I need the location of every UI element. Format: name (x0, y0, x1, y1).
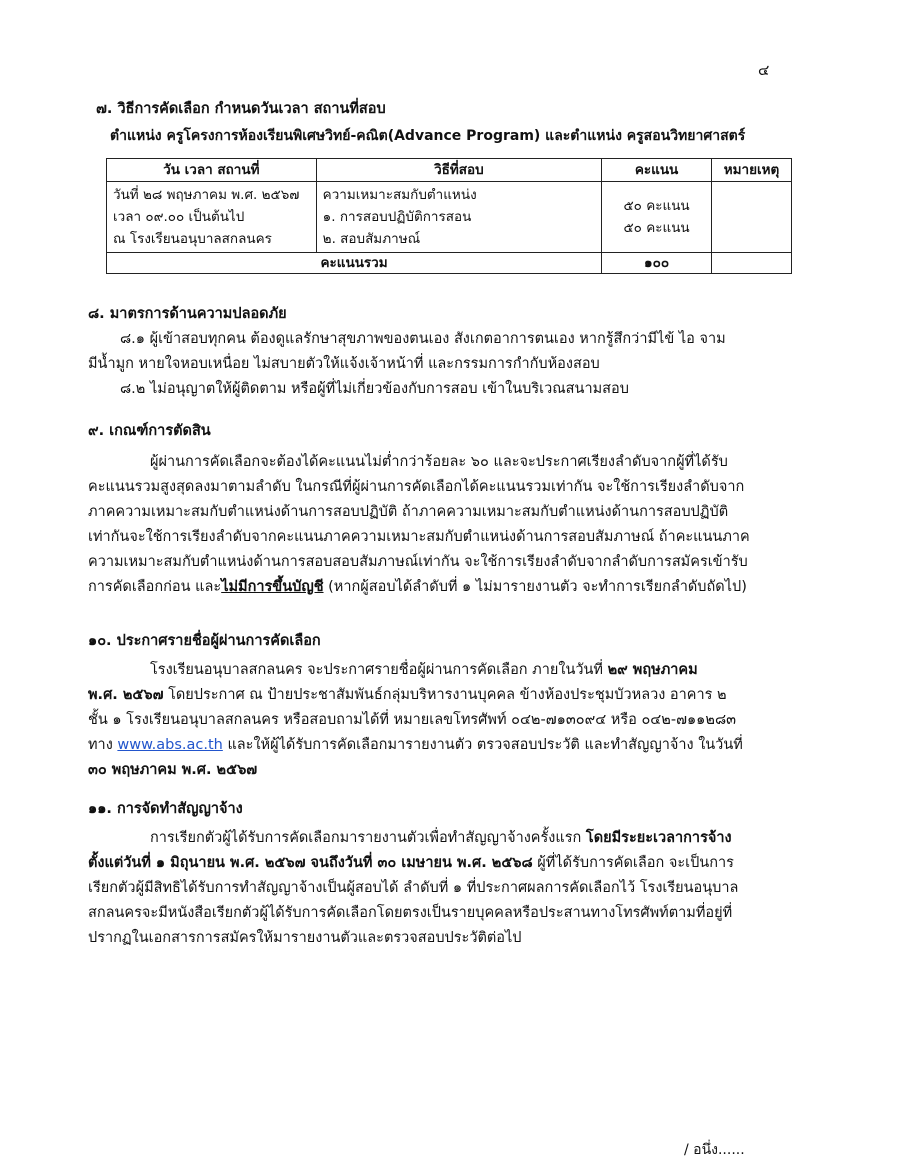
section-10-line4-post: และให้ผู้ได้รับการคัดเลือกมารายงานตัว ตรวจสอบประวัติ และทำสัญญาจ้าง ในวันที่ (222, 737, 743, 753)
contract-date: ๓๐ พฤษภาคม พ.ศ. ๒๕๖๗ (88, 762, 258, 778)
section-9-heading: ๙. เกณฑ์การตัดสิน (88, 423, 211, 439)
section-9-last-pre: การคัดเลือกก่อน และ (88, 579, 222, 595)
section-10-line4 (88, 733, 800, 758)
header-exam-method: วิธีที่สอบ (316, 159, 601, 182)
header-remarks: หมายเหตุ (712, 159, 792, 182)
section-10-line4-pre: ทาง (88, 737, 118, 753)
section-10-line3: ชั้น ๑ โรงเรียนอนุบาลสกลนคร หรือสอบถามได้ที่ หมายเลขโทรศัพท์ ๐๔๒-๗๑๓๐๙๔ หรือ ๐๔๒-๗๑๑๒๘๓ (88, 712, 737, 728)
section-8-heading: ๘. มาตรการด้านความปลอดภัย (88, 306, 287, 322)
method-interview: ๒. สอบสัมภาษณ์ (322, 231, 421, 247)
section-10-line1-text: โรงเรียนอนุบาลสกลนคร จะประกาศรายชื่อผู้ผ่านการคัดเลือก ภายในวันที่ (150, 662, 608, 678)
employment-period-label: โดยมีระยะเวลาการจ้าง (585, 830, 732, 846)
section-11-line3: เรียกตัวผู้มีสิทธิได้รับการทำสัญญาจ้างเป็นผู้สอบได้ ลำดับที่ ๑ ที่ประกาศผลการคัดเลือกไว้ โรงเรียนอนุบาล (88, 880, 739, 896)
section-7-subheading: ตำแหน่ง ครูโครงการห้องเรียนพิเศษวิทย์-คณิต(Advance Program) และตำแหน่ง ครูสอนวิทยาศาสตร์ (110, 128, 746, 144)
announce-year: พ.ศ. ๒๕๖๗ (88, 687, 164, 703)
section-10 (88, 629, 800, 783)
score-interview: ๕๐ คะแนน (623, 220, 690, 236)
total-label: คะแนนรวม (107, 253, 602, 274)
section-8-2: ๘.๒ ไม่อนุญาตให้ผู้ติดตาม หรือผู้ที่ไม่เกี่ยวข้องกับการสอบ เข้าในบริเวณสนามสอบ (120, 381, 629, 397)
section-9-line: ผู้ผ่านการคัดเลือกจะต้องได้คะแนนไม่ต่ำกว่าร้อยละ ๖๐ และจะประกาศเรียงลำดับจากผู้ที่ได้รับ (150, 454, 728, 470)
method-category: ความเหมาะสมกับตำแหน่ง (322, 187, 477, 203)
section-8-1-line2: มีน้ำมูก หายใจหอบเหนื่อย ไม่สบายตัวให้แจ้งเจ้าหน้าที่ และกรรมการกำกับห้องสอบ (88, 356, 600, 372)
section-8-1-line1: ๘.๑ ผู้เข้าสอบทุกคน ต้องดูแลรักษาสุขภาพของตนเอง สังเกตอาการตนเอง หากรู้สึกว่ามีไข้ ไอ จาม (120, 331, 726, 347)
method-cell (316, 182, 601, 253)
section-11-line2-text: ผู้ที่ได้รับการคัดเลือก จะเป็นการ (532, 855, 734, 871)
score-teaching-practice: ๕๐ คะแนน (623, 198, 690, 214)
page-number: ๔ (758, 61, 770, 79)
school-website-link[interactable]: www.abs.ac.th (117, 737, 223, 753)
remarks-cell (712, 182, 792, 253)
section-8 (88, 302, 800, 402)
section-9-line: เท่ากันจะใช้การเรียงลำดับจากคะแนนภาคความเหมาะสมกับตำแหน่งด้านการสอบสัมภาษณ์ ถ้าคะแนนภาค (88, 529, 750, 545)
score-cell (602, 182, 712, 253)
section-11-line4: สกลนครจะมีหนังสือเรียกตัวผู้ได้รับการคัดเลือกโดยตรงเป็นรายบุคคลหรือประสานทางโทรศัพท์ตามที่อยู่ที่ (88, 905, 733, 921)
section-9-line: ภาคความเหมาะสมกับตำแหน่งด้านการสอบปฏิบัติ ถ้าภาคความเหมาะสมกับตำแหน่งด้านการสอบปฏิบัติ (88, 504, 729, 520)
table-row (107, 182, 792, 253)
exam-schedule-table (106, 158, 792, 274)
section-10-line1 (88, 658, 800, 683)
schedule-place: ณ โรงเรียนอนุบาลสกลนคร (113, 231, 272, 247)
employment-period-dates: ตั้งแต่วันที่ ๑ มิถุนายน พ.ศ. ๒๕๖๗ จนถึงวันที่ ๓๐ เมษายน พ.ศ. ๒๕๖๘ (88, 855, 533, 871)
section-9-last-post: (หากผู้สอบได้ลำดับที่ ๑ ไม่มารายงานตัว จะทำการเรียกลำดับถัดไป) (323, 579, 747, 595)
section-9 (88, 419, 800, 600)
page-continuation: / อนึ่ง...... (684, 1142, 745, 1158)
no-waiting-list-text: ไม่มีการขึ้นบัญชี (221, 579, 324, 595)
method-teaching-practice: ๑. การสอบปฏิบัติการสอน (322, 209, 472, 225)
section-10-line2-text: โดยประกาศ ณ ป้ายประชาสัมพันธ์กลุ่มบริหารงานบุคคล ข้างห้องประชุมบัวหลวง อาคาร ๒ (163, 687, 727, 703)
total-value: ๑๐๐ (602, 253, 712, 274)
section-9-line: ความเหมาะสมกับตำแหน่งด้านการสอบสอบสัมภาษณ์เท่ากัน จะใช้การเรียงลำดับจากลำดับการสมัครเข้ารับ (88, 554, 748, 570)
section-7-heading: ๗. วิธีการคัดเลือก กำหนดวันเวลา สถานที่สอบ (96, 101, 386, 117)
section-11 (88, 797, 800, 951)
announce-date: ๒๙ พฤษภาคม (607, 662, 698, 678)
section-11-line5: ปรากฏในเอกสารการสมัครให้มารายงานตัวและตรวจสอบประวัติต่อไป (88, 930, 522, 946)
section-11-line1-text: การเรียกตัวผู้ได้รับการคัดเลือกมารายงานตัวเพื่อทำสัญญาจ้างครั้งแรก (150, 830, 586, 846)
schedule-time: เวลา ๐๙.๐๐ เป็นต้นไป (113, 209, 245, 225)
section-10-line2 (88, 683, 800, 708)
section-11-heading: ๑๑. การจัดทำสัญญาจ้าง (88, 801, 243, 817)
table-total-row (107, 253, 792, 274)
section-10-heading: ๑๐. ประกาศรายชื่อผู้ผ่านการคัดเลือก (88, 633, 321, 649)
schedule-date: วันที่ ๒๘ พฤษภาคม พ.ศ. ๒๕๖๗ (113, 187, 300, 203)
header-score: คะแนน (602, 159, 712, 182)
schedule-cell (107, 182, 317, 253)
section-11-line2 (88, 851, 800, 876)
header-date-time-place: วัน เวลา สถานที่ (107, 159, 317, 182)
total-remarks (712, 253, 792, 274)
section-9-last-line (88, 575, 800, 600)
section-11-line1 (88, 826, 800, 851)
section-9-line: คะแนนรวมสูงสุดลงมาตามลำดับ ในกรณีที่ผู้ผ่านการคัดเลือกได้คะแนนรวมเท่ากัน จะใช้การเรียงลำดับจาก (88, 479, 745, 495)
table-header-row (107, 159, 792, 182)
